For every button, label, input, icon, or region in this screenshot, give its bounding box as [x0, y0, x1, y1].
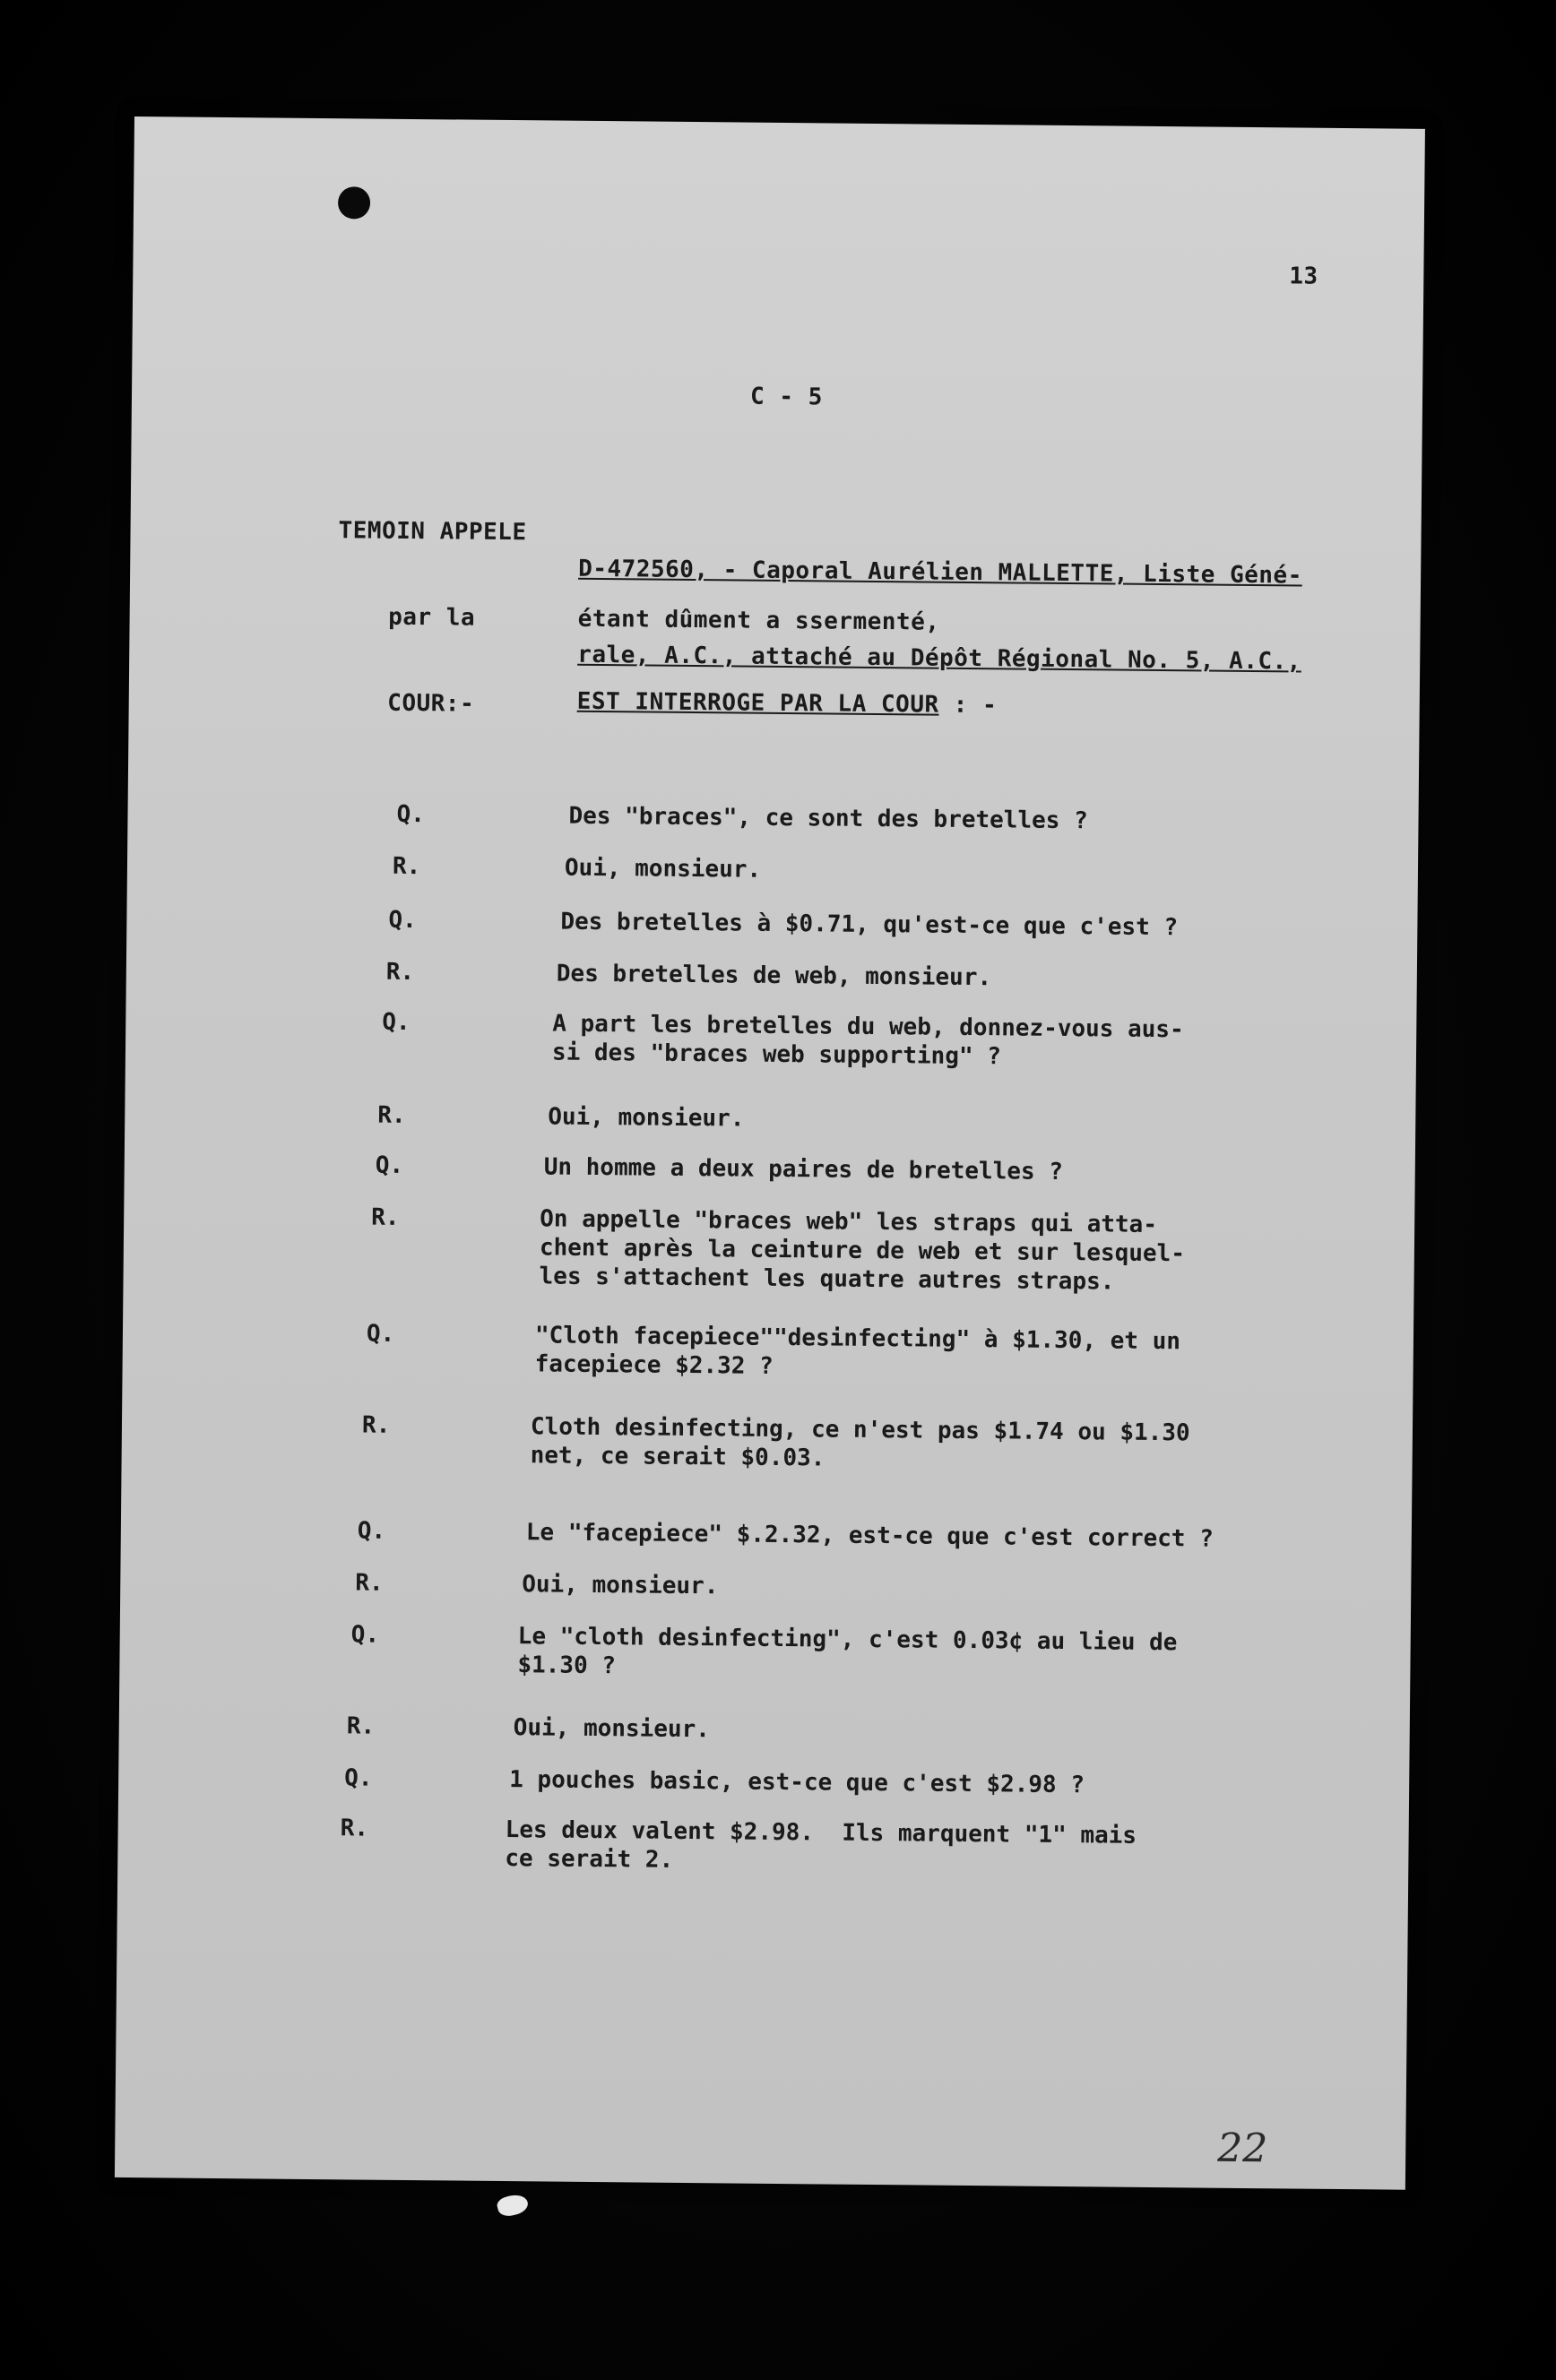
response-text: Oui, monsieur.: [513, 1714, 711, 1744]
witness-label-line: par la: [388, 603, 476, 632]
question-marker: Q.: [350, 1621, 380, 1649]
question-marker: Q.: [382, 1008, 411, 1036]
examined-heading: [577, 687, 998, 720]
response-text: On appelle "braces web" les straps qui atta- chent après la ceinture de web et sur lesquel- les s'attachent les quatre autres straps.: [539, 1205, 1186, 1296]
response-text: Les deux valent $2.98. Ils marquent "1" mais ce serait 2.: [505, 1816, 1137, 1874]
witness-label-line: TEMOIN APPELE: [338, 517, 527, 547]
question-marker: Q.: [366, 1320, 395, 1348]
witness-label-line: COUR:-: [387, 689, 475, 718]
response-marker: R.: [385, 958, 415, 987]
question-text: Le "facepiece" $.2.32, est-ce que c'est correct ?: [525, 1519, 1214, 1553]
handwritten-note: 22: [1217, 2125, 1268, 2172]
response-marker: R.: [361, 1411, 391, 1439]
examined-heading-label: EST INTERROGE PAR LA COUR: [576, 687, 939, 719]
sworn-statement: étant dûment a ssermenté,: [577, 605, 940, 636]
response-text: Des bretelles de web, monsieur.: [556, 960, 992, 992]
section-heading: C - 5: [749, 383, 823, 411]
question-marker: Q.: [344, 1764, 373, 1792]
question-text: A part les bretelles du web, donnez-vous aus- si des "braces web supporting" ?: [551, 1010, 1184, 1071]
punch-hole: [338, 186, 370, 219]
question-marker: Q.: [396, 800, 425, 829]
question-text: Un homme a deux paires de bretelles ?: [543, 1153, 1064, 1186]
response-text: Oui, monsieur.: [564, 854, 762, 884]
document-page: [115, 116, 1425, 2190]
question-marker: Q.: [357, 1517, 386, 1545]
witness-label: [336, 459, 527, 776]
witness-intro-line: D-472560, - Caporal Aurélien MALLETTE, Liste Géné-: [578, 555, 1302, 590]
response-marker: R.: [340, 1815, 369, 1842]
question-text: 1 pouches basic, est-ce que c'est $2.98 ?: [509, 1766, 1085, 1799]
response-marker: R.: [392, 852, 421, 881]
response-marker: R.: [346, 1712, 376, 1740]
response-marker: R.: [355, 1569, 384, 1597]
question-text: Des "braces", ce sont des bretelles ?: [568, 802, 1088, 835]
witness-intro-line: rale, A.C., attaché au Dépôt Régional No. 5, A.C.,: [577, 641, 1302, 676]
question-marker: Q.: [375, 1151, 404, 1179]
question-marker: Q.: [388, 906, 417, 935]
response-marker: R.: [371, 1203, 400, 1231]
response-text: Cloth desinfecting, ce n'est pas $1.74 ou $1.30 net, ce serait $0.03.: [530, 1413, 1190, 1472]
question-text: "Cloth facepiece""desinfecting" à $1.30, et un facepiece $2.32 ?: [534, 1322, 1181, 1380]
response-marker: R.: [377, 1101, 406, 1129]
question-text: Le "cloth desinfecting", c'est 0.03¢ au lieu de $1.30 ?: [517, 1623, 1178, 1680]
question-text: Des bretelles à $0.71, qu'est-ce que c'est ?: [560, 908, 1179, 942]
examined-heading-suffix: : -: [938, 691, 998, 720]
response-text: Oui, monsieur.: [522, 1571, 719, 1600]
response-text: Oui, monsieur.: [548, 1103, 745, 1133]
page-number: 13: [1289, 263, 1318, 290]
